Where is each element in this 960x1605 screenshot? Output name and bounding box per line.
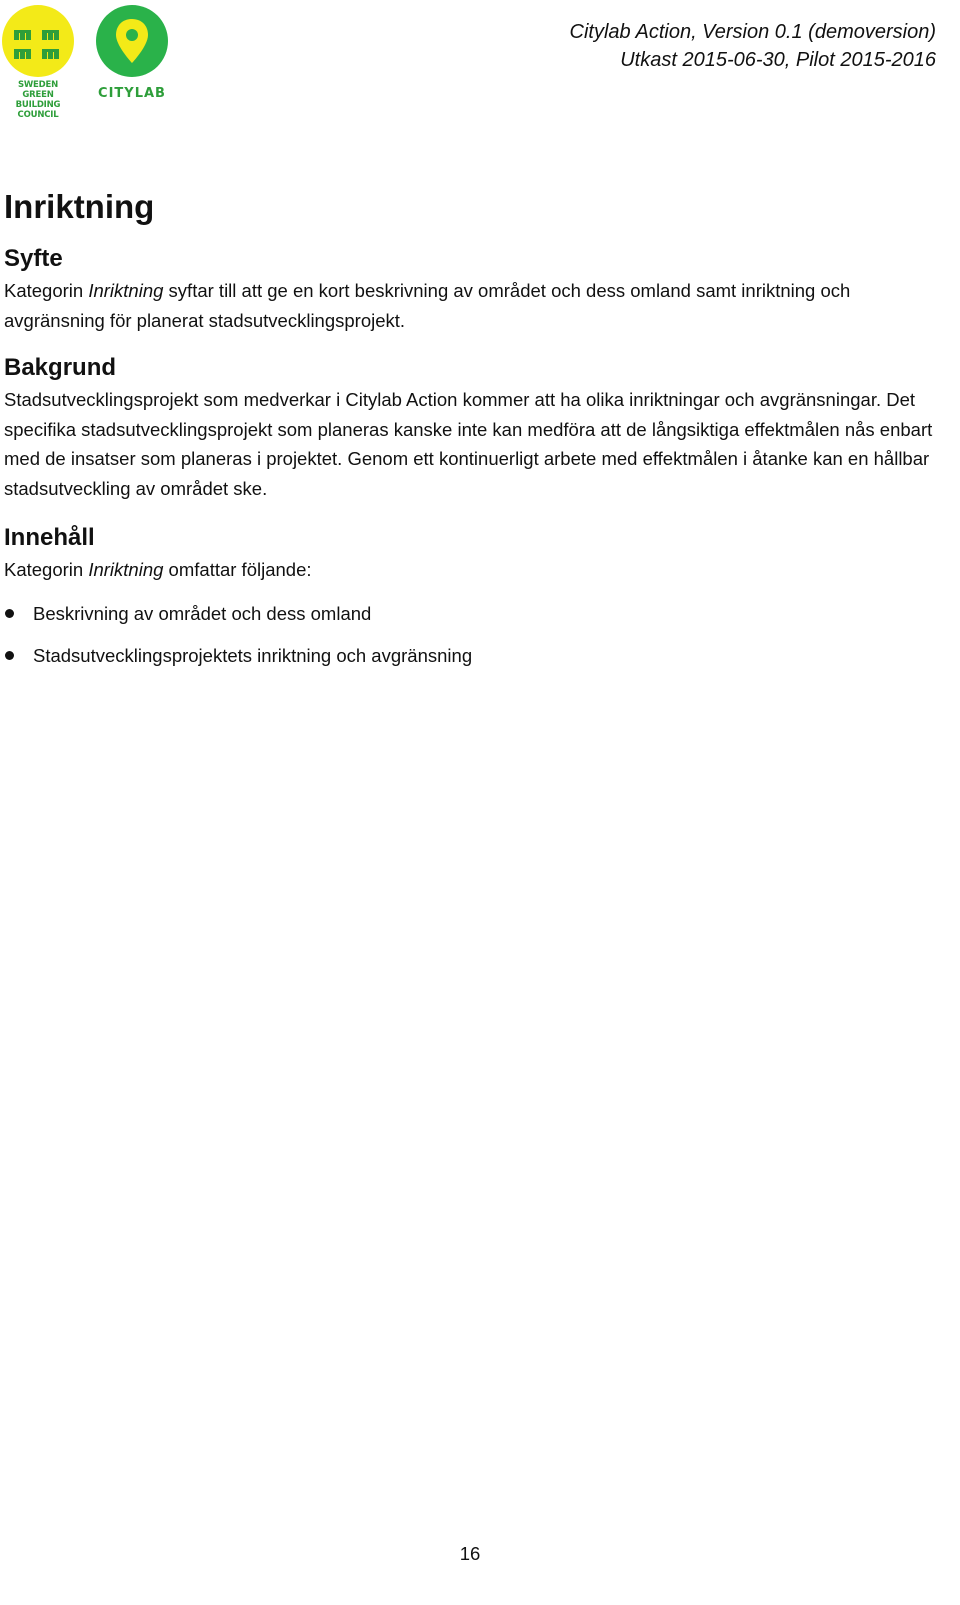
section-syfte — [4, 242, 939, 335]
version-line: Citylab Action, Version 0.1 (demoversion) — [569, 21, 936, 43]
section-text: Kategorin Inriktning syftar till att ge en kort beskrivning av området och dess omland samt inriktning och avgränsning för planerat stadsutvecklingsprojekt. — [4, 280, 851, 331]
section-text: Kategorin Inriktning omfattar följande: — [4, 559, 312, 580]
list-item: Beskrivning av området och dess omland — [4, 599, 939, 629]
sgbc-logo — [2, 5, 74, 77]
section-text: Stadsutvecklingsprojekt som medverkar i Citylab Action kommer att ha olika inriktningar och avgränsningar. Det specifika stadsutvecklingsprojekt som planeras kanske inte kan medföra att de långsiktiga effektmålen nås enbart med de insatser som planeras i projektet. Genom ett kontinuerligt arbete med effektmålen i åtanke kan en hållbar stadsutveckling av området ske. — [4, 389, 933, 499]
building-icon — [2, 5, 74, 77]
sgbc-logo-text: SWEDEN GREEN BUILDING COUNCIL — [15, 80, 61, 120]
section-innehall — [4, 521, 939, 671]
bullet-icon — [5, 609, 14, 618]
section-heading: Syfte — [4, 245, 63, 272]
document-header — [570, 18, 936, 74]
section-heading: Bakgrund — [4, 354, 117, 381]
citylab-logo-text: CITYLAB — [98, 86, 166, 101]
page-number: 16 — [459, 1543, 481, 1564]
list-item: Stadsutvecklingsprojektets inriktning och avgränsning — [4, 641, 939, 671]
section-bakgrund — [4, 351, 939, 503]
bullet-icon — [5, 651, 14, 660]
section-heading: Innehåll — [4, 524, 95, 551]
draft-line: Utkast 2015-06-30, Pilot 2015-2016 — [620, 49, 936, 71]
citylab-logo — [96, 5, 168, 77]
map-pin-icon — [96, 5, 168, 77]
main-content — [4, 180, 939, 684]
page-title: Inriktning — [4, 188, 155, 225]
content-list — [4, 599, 939, 671]
